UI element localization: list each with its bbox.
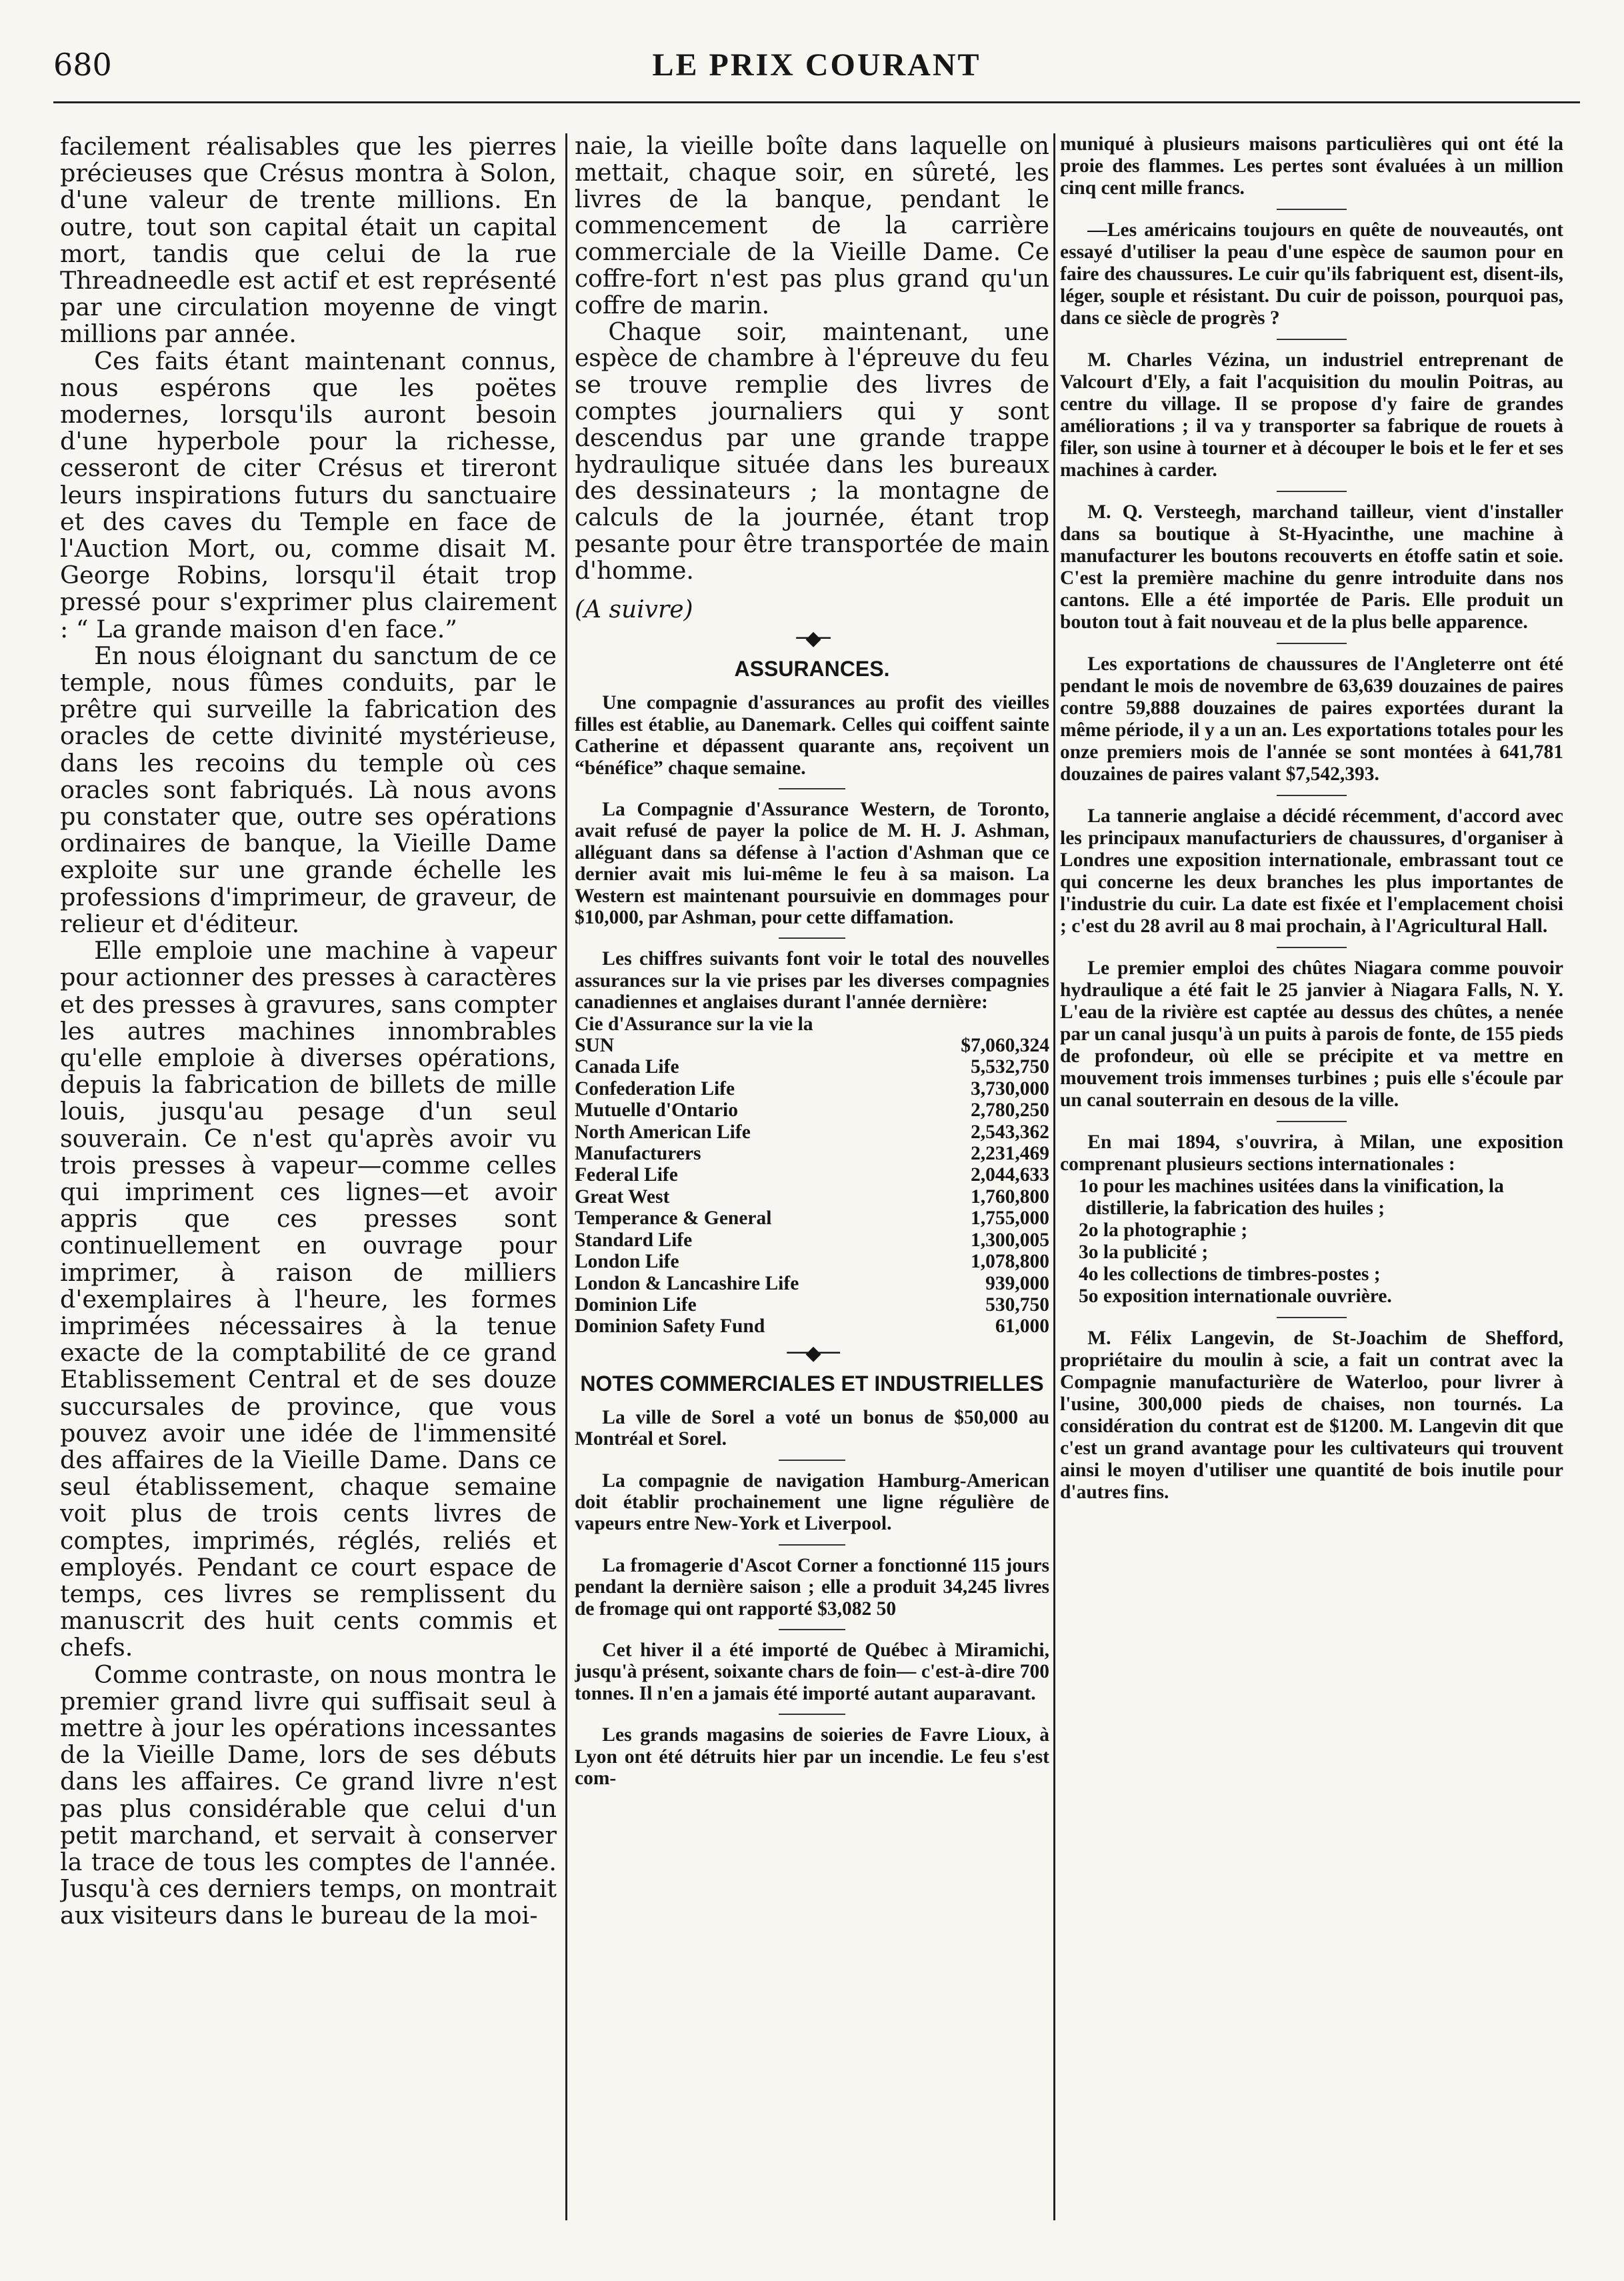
- column-three: [1060, 133, 1563, 2220]
- company-name: Mutuelle d'Ontario: [575, 1099, 739, 1121]
- table-row: [575, 1121, 1049, 1143]
- item-separator: [779, 1714, 845, 1715]
- table-row: [575, 1078, 1049, 1099]
- company-name: Standard Life: [575, 1229, 693, 1251]
- table-row: [575, 1208, 1049, 1229]
- item-separator: [1277, 491, 1347, 492]
- col1-paragraph: Ces faits étant maintenant connus, nous espérons que les poëtes modernes, lorsqu'ils auront besoin d'une hyperbole pour la richesse, cesseront de citer Crésus et tireront leurs inspirations futurs du sanctuaire et des caves du Temple en face de l'Auction Mort, ou, comme disait M. George Robins, lorsqu'il était trop pressé pour s'exprimer plus clairement : “ La grande maison d'en face.”: [60, 346, 557, 643]
- item-separator: [1277, 947, 1347, 948]
- list-item: 4o les collections de timbres-postes ;: [1079, 1264, 1381, 1285]
- insurance-amount: 1,755,000: [971, 1208, 1049, 1230]
- table-row: [575, 1164, 1049, 1186]
- item-separator: [779, 1460, 845, 1461]
- table-row: [575, 1186, 1049, 1208]
- assurance-item: Une compagnie d'assurances au profit des vieilles filles est établie, au Danemark. Celles qui coiffent sainte Catherine et dépassent quarante ans, reçoivent un “bénéfice” chaque semaine.: [575, 692, 1049, 779]
- list-item: 5o exposition internationale ouvrière.: [1079, 1286, 1392, 1307]
- item-separator: [1277, 1121, 1347, 1122]
- item-separator: [1277, 643, 1347, 644]
- insurance-amount: 3,730,000: [971, 1077, 1049, 1099]
- section-title-notes: NOTES COMMERCIALES ET INDUSTRIELLES: [580, 1371, 1044, 1396]
- assurances-section: [575, 692, 1049, 1337]
- col1-paragraph: Comme contraste, on nous montra le premier grand livre qui suffisait seul à mettre à jour les opérations incessantes de la Vieille Dame, lors de ses débuts dans les affaires. Ce grand livre n'est pas plus considérable que celui d'un petit marchand, et servait à conserver la trace de tous les comptes de l'année. Jusqu'à ces derniers temps, on montrait aux visiteurs dans le bureau de la moi-: [60, 1660, 557, 1930]
- col3-paragraph: —Les américains toujours en quête de nouveautés, ont essayé d'utiliser la peau d'une espèce de saumon pour en faire des chaussures. Le cuir qu'ils fabriquent est, disent-ils, léger, souple et résistant. Du cuir de poisson, pourquoi pas, dans ce siècle de progrès ?: [1060, 219, 1563, 329]
- item-separator: [779, 788, 845, 789]
- table-row: [575, 1143, 1049, 1164]
- table-row: [575, 1035, 1049, 1056]
- col1-paragraph: En nous éloignant du sanctum de ce temple, nous fûmes conduits, par le prêtre qui surveille la fabrication des oracles de cette divinité mystérieuse, dans les recoins du temple où ces oracles sont fabriqués. Là nous avons pu constater que, outre ses opérations ordinaires de banque, la Vieille Dame exploite sur une grande échelle les professions d'imprimeur, de graveur, de relieur et d'éditeur.: [60, 641, 557, 938]
- table-row: [575, 1294, 1049, 1316]
- insurance-amount: 61,000: [995, 1316, 1049, 1338]
- company-name: Dominion Life: [575, 1294, 697, 1316]
- insurance-amount: 2,543,362: [971, 1121, 1049, 1143]
- insurance-amount: 2,044,633: [971, 1164, 1049, 1186]
- company-name: Great West: [575, 1186, 670, 1208]
- col3-paragraph: M. Q. Versteegh, marchand tailleur, vient d'installer dans sa boutique à St-Hyacinthe, une machine à manufacturer les boutons recouverts en étoffe satin et soie. C'est la première machine du genre introduite dans nos cantons. Elle a été importée de Paris. Elle produit un bouton tout à fait nouveau et de la plus belle apparence.: [1060, 501, 1563, 633]
- col3-paragraph: Les exportations de chaussures de l'Angleterre ont été pendant le mois de novembre de 63,639 douzaines de paires contre 59,888 douzaines de paires exportées durant la même période, il y a un an. Les exportations totales pour les onze premiers mois de l'année se sont montées à 641,781 douzaines de paires valant $7,542,393.: [1060, 653, 1563, 785]
- list-item: 2o la photographie ;: [1079, 1220, 1248, 1241]
- ornament-divider: ──◆──: [787, 1341, 837, 1365]
- article-continuation: [575, 133, 1049, 623]
- item-separator: [1277, 209, 1347, 210]
- a-suivre: (A suivre): [575, 595, 693, 623]
- company-name: Canada Life: [575, 1056, 679, 1078]
- assurance-item: La Compagnie d'Assurance Western, de Toronto, avait refusé de payer la police de M. H. J. Ashman, alléguant dans sa défense à l'action d'Ashman que ce dernier avait mis lui-même le feu à sa maison. La Western est maintenant poursuivie en dommages pour $10,000, par Ashman, pour cette diffamation.: [575, 798, 1049, 928]
- column-rule-right: [1053, 133, 1055, 2220]
- note-item: La compagnie de navigation Hamburg-American doit établir prochainement une ligne régulière de vapeurs entre New-York et Liverpool.: [575, 1470, 1049, 1535]
- table-row: [575, 1056, 1049, 1077]
- page-number: 680: [53, 47, 112, 83]
- col1-paragraph: Elle emploie une machine à vapeur pour actionner des presses à caractères et des presses à gravures, sans compter les autres machines innombrables qu'elle emploie à diverses opérations, depuis la fabrication de billets de mille louis, jusqu'au pesage d'un seul souverain. Ce n'est qu'après avoir vu trois presses à vapeur—comme celles qui impriment ces lignes—et avoir appris que ces presses sont continuellement en ouvrage pour imprimer, à raison de milliers d'exemplaires à l'heure, les formes imprimées nécessaires à la tenue exacte de la comptabilité de ce grand Etablissement Central et de ses douze succursales de province, que vous pouvez avoir une idée de l'immensité des affaires de la Vieille Dame. Dans ce seul établissement, chaque semaine voit plus de trois cents livres de comptes, imprimés, réglés, reliés et employés. Pendant ce court espace de temps, ces livres se remplissent du manuscrit des huit cents commis et chefs.: [60, 936, 557, 1662]
- journal-title: LE PRIX COURANT: [652, 47, 981, 83]
- insurance-amount: 1,760,800: [971, 1186, 1049, 1208]
- col2-paragraph: Chaque soir, maintenant, une espèce de chambre à l'épreuve du feu se trouve remplie des livres de comptes journaliers qui y sont descendus par une grande trappe hydraulique située dans les bureaux des dessinateurs ; la montagne de calculs de la journée, étant trop pesante pour être transportée de main d'homme.: [575, 318, 1049, 585]
- insurance-amount: $7,060,324: [961, 1035, 1049, 1057]
- item-separator: [779, 937, 845, 939]
- company-name: Confederation Life: [575, 1077, 735, 1099]
- insurance-amount: 5,532,750: [971, 1056, 1049, 1078]
- insurance-amount: 939,000: [985, 1272, 1049, 1294]
- note-item: Les grands magasins de soieries de Favre Lioux, à Lyon ont été détruits hier par un incendie. Le feu s'est com-: [575, 1724, 1049, 1789]
- note-item: La ville de Sorel a voté un bonus de $50,000 au Montréal et Sorel.: [575, 1406, 1049, 1450]
- header-rule: [53, 101, 1580, 103]
- item-separator: [779, 1544, 845, 1546]
- section-title-assurances: ASSURANCES.: [734, 657, 890, 681]
- col3-paragraph: En mai 1894, s'ouvrira, à Milan, une exposition comprenant plusieurs sections internationales :: [1060, 1131, 1563, 1175]
- col3-paragraph: La tannerie anglaise a décidé récemment, d'accord avec les principaux manufacturiers de chaussures, d'organiser à Londres une exposition internationale, embrassant tout ce qui concerne les deux branches les plus importantes de l'industrie du cuir. La date est fixée et l'emplacement choisi ; c'est du 28 avril au 8 mai prochain, à l'Agricultural Hall.: [1060, 805, 1563, 937]
- company-name: Temperance & General: [575, 1208, 772, 1230]
- item-separator: [1277, 339, 1347, 340]
- col1-paragraph: facilement réalisables que les pierres précieuses que Crésus montra à Solon, d'une valeur de trente millions. En outre, tout son capital était un capital mort, tandis que celui de la rue Threadneedle est actif et est représenté par une circulation moyenne de vingt millions par année.: [60, 133, 557, 349]
- col3-paragraph: muniqué à plusieurs maisons particulières qui ont été la proie des flammes. Les pertes sont évaluées à un million cinq cent mille francs.: [1060, 133, 1563, 199]
- page-header: [53, 47, 1580, 100]
- insurance-table-heading: Cie d'Assurance sur la vie la: [575, 1013, 813, 1035]
- insurance-amount: 1,078,800: [971, 1251, 1049, 1273]
- table-row: [575, 1316, 1049, 1337]
- company-name: Federal Life: [575, 1164, 678, 1186]
- milan-sections-list: [1060, 1176, 1563, 1308]
- item-separator: [1277, 795, 1347, 796]
- table-row: [575, 1273, 1049, 1294]
- list-item: 1o pour les machines usitées dans la vinification, la distillerie, la fabrication des huiles ;: [1079, 1176, 1504, 1219]
- insurance-table: [575, 1035, 1049, 1338]
- col3-paragraph: M. Félix Langevin, de St-Joachim de Shefford, propriétaire du moulin à scie, a fait un contrat avec la Compagnie manufacturière de Waterloo, pour livrer à l'usine, 300,000 pieds de chaises, non tournés. La considération du contrat est de $1200. M. Langevin dit que c'est un grand avantage pour les cultivateurs qui trouvent ainsi le moyen d'utiliser une quantité de bois inutile pour d'autres fins.: [1060, 1328, 1563, 1503]
- col3-paragraph: M. Charles Vézina, un industriel entreprenant de Valcourt d'Ely, a fait l'acquisition du moulin Poitras, au centre du village. Il se propose d'y faire de grandes améliorations ; il va y transporter sa fabrique de rouets à filer, son usine à tourner et à découper le bois et le fer et ses machines à carder.: [1060, 349, 1563, 481]
- insurance-amount: 530,750: [985, 1294, 1049, 1316]
- ornament-divider: ─◆─: [796, 627, 828, 651]
- col3-paragraph: Le premier emploi des chûtes Niagara comme pouvoir hydraulique a été fait le 25 janvier à Niagara Falls, N. Y. L'eau de la rivière est captée au dessus des chûtes, a nenée par un canal jusqu'à un puits à parois de fonte, de 155 pieds de profondeur, où elle se précipite et va mettre en mouvement trois immenses turbines ; puis elle s'écoule par un canal souterrain en desous de la ville.: [1060, 957, 1563, 1111]
- table-row: [575, 1251, 1049, 1272]
- table-row: [575, 1099, 1049, 1121]
- item-separator: [779, 1629, 845, 1630]
- insurance-amount: 2,231,469: [971, 1143, 1049, 1165]
- notes-section: [575, 1407, 1049, 1790]
- company-name: Manufacturers: [575, 1143, 701, 1165]
- col2-paragraph: naie, la vieille boîte dans laquelle on mettait, chaque soir, en sûreté, les livres de la banque, pendant le commencement de la carrière commerciale de la Vieille Dame. Ce coffre-fort n'est pas plus grand qu'un coffre de marin.: [575, 133, 1049, 319]
- assurance-item: Les chiffres suivants font voir le total des nouvelles assurances sur la vie prises par les diverses compagnies canadiennes et anglaises durant l'année dernière:: [575, 948, 1049, 1013]
- company-name: SUN: [575, 1035, 615, 1057]
- column-rule-left: [565, 133, 567, 2220]
- company-name: London & Lancashire Life: [575, 1272, 799, 1294]
- table-row: [575, 1230, 1049, 1251]
- company-name: North American Life: [575, 1121, 751, 1143]
- column-two: [575, 133, 1049, 2220]
- insurance-amount: 2,780,250: [971, 1099, 1049, 1121]
- item-separator: [1277, 1317, 1347, 1318]
- note-item: La fromagerie d'Ascot Corner a fonctionné 115 jours pendant la dernière saison ; elle a produit 34,245 livres de fromage qui ont rapporté $3,082 50: [575, 1554, 1049, 1620]
- column-one: [60, 133, 557, 2220]
- company-name: Dominion Safety Fund: [575, 1316, 765, 1338]
- insurance-amount: 1,300,005: [971, 1229, 1049, 1251]
- list-item: 3o la publicité ;: [1079, 1242, 1209, 1263]
- note-item: Cet hiver il a été importé de Québec à Miramichi, jusqu'à présent, soixante chars de foin— c'est-à-dire 700 tonnes. Il n'en a jamais été importé autant auparavant.: [575, 1639, 1049, 1704]
- company-name: London Life: [575, 1251, 679, 1273]
